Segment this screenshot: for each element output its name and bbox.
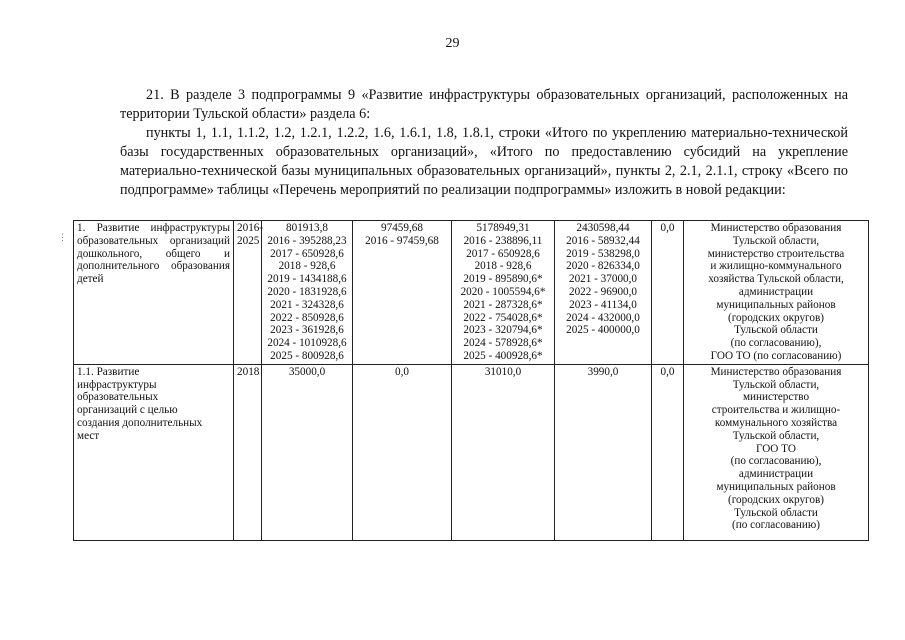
scan-mark: ⋮	[58, 232, 67, 242]
municipal-amount: 3990,0	[555, 364, 652, 540]
executors: Министерство образования Тульской области, министерство строительства и жилищно-коммунального хозяйства Тульской области, администрации муниципальных районов (городских округов) Тульской области (по согласованию), ГОО ТО (по согласованию)	[684, 221, 869, 365]
measure-years: 2016- 2025	[234, 221, 262, 365]
measure-name: 1.1. Развитие инфраструктуры образовательных организаций с целью создания дополнительных мест	[74, 364, 234, 540]
intro-paragraph-2	[120, 124, 848, 200]
measure-years: 2018	[234, 364, 262, 540]
total-amount: 35000,0	[262, 364, 353, 540]
municipal-amount: 2430598,44 2016 - 58932,44 2019 - 538298,0 2020 - 826334,0 2021 - 37000,0 2022 - 96900,0 2023 - 41134,0 2024 - 432000,0 2025 - 400000,0	[555, 221, 652, 365]
intro-line-2: пункты 1, 1.1, 1.1.2, 1.2, 1.2.1, 1.2.2, 1.6, 1.6.1, 1.8, 1.8.1, строки «Итого по укреплению материально-технической базы государственных образовательных организаций», «Итого по предоставлению субсидий на укрепление материально-технической базы муниципальных образовательных организаций», пункты 2, 2.1, 2.1.1, строку «Всего по подпрограмме» таблицы «Перечень мероприятий по реализации подпрограммы» изложить в новой редакции:	[120, 125, 848, 198]
extra-budget-amount: 0,0	[652, 364, 684, 540]
extra-budget-amount: 0,0	[652, 221, 684, 365]
measures-table	[73, 220, 869, 541]
page-number: 29	[445, 36, 460, 51]
table-row	[74, 221, 869, 365]
federal-amount: 0,0	[353, 364, 452, 540]
executors: Министерство образования Тульской области, министерство строительства и жилищно- коммунального хозяйства Тульской области, ГОО ТО (по согласованию), администрации муниципальных районов (городских округов) Тульской области (по согласованию)	[684, 364, 869, 540]
regional-amount: 5178949,31 2016 - 238896,11 2017 - 650928,6 2018 - 928,6 2019 - 895890,6* 2020 - 1005594,6* 2021 - 287328,6* 2022 - 754028,6* 2023 - 320794,6* 2024 - 578928,6* 2025 - 400928,6*	[452, 221, 555, 365]
intro-line-1: 21. В разделе 3 подпрограммы 9 «Развитие инфраструктуры образовательных организаций, расположенных на территории Тульской области» раздела 6:	[120, 87, 848, 122]
measure-name: 1. Развитие инфраструктуры образовательных организаций дошкольного, общего и дополнительного образования детей	[74, 221, 234, 365]
table-row	[74, 364, 869, 540]
federal-amount: 97459,68 2016 - 97459,68	[353, 221, 452, 365]
regional-amount: 31010,0	[452, 364, 555, 540]
total-amount: 801913,8 2016 - 395288,23 2017 - 650928,6 2018 - 928,6 2019 - 1434188,6 2020 - 1831928,6 2021 - 324328,6 2022 - 850928,6 2023 - 361928,6 2024 - 1010928,6 2025 - 800928,6	[262, 221, 353, 365]
intro-paragraph-1	[120, 86, 848, 124]
